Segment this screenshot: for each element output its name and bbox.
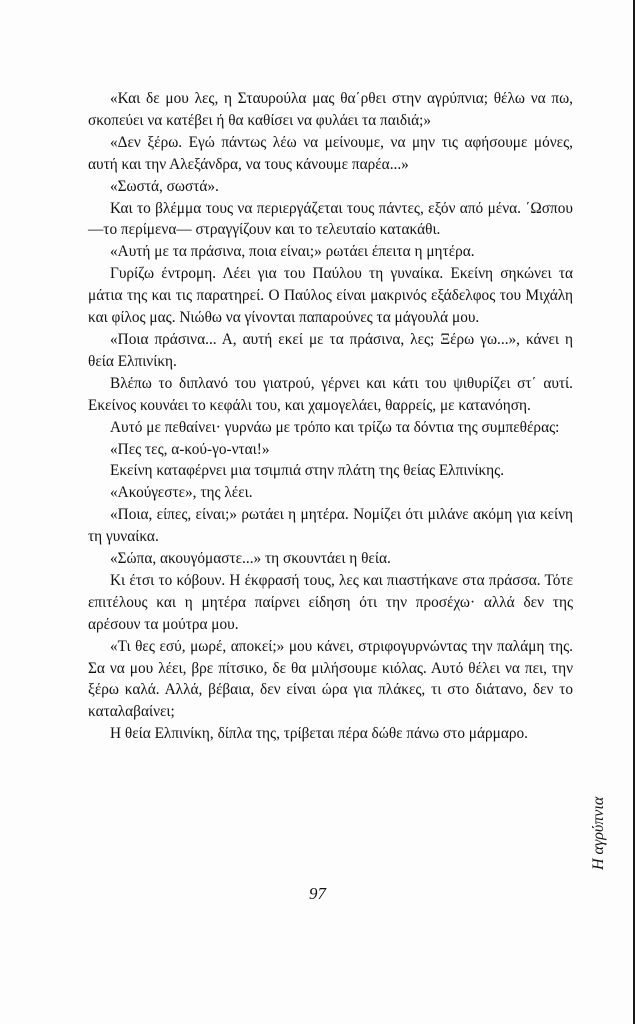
paragraph: Και το βλέμμα τους να περιεργάζεται τους πάντες, εξόν από μένα. ΄Ωσπου —το περίμενα— στραγγίζουν και το τελευταίο κατακάθι. xyxy=(88,199,573,239)
paragraph: «Και δε μου λες, η Σταυρούλα μας θα΄ρθει στην αγρύπνια; θέλω να πω, σκοπεύει να κατέβει ή θα καθίσει να φυλάει τα παιδιά;» xyxy=(88,90,573,129)
paragraph: «Ποια πράσινα... Α, αυτή εκεί με τα πράσινα, λες; Ξέρω γω...», κάνει η θεία Ελπινίκη. xyxy=(88,330,573,370)
running-title: Η αγρύπνια xyxy=(590,796,607,870)
paragraph: «Δεν ξέρω. Εγώ πάντως λέω να μείνουμε, να μην τις αφήσουμε μόνες, αυτή και την Αλεξάνδρα, να τους κάνουμε παρέα...» xyxy=(88,133,573,173)
paragraph: Γυρίζω έντρομη. Λέει για του Παύλου τη γυναίκα. Εκείνη σηκώνει τα μάτια της και τις παρατηρεί. Ο Παύλος είναι μακρινός εξάδελφος του Μιχάλη και φίλος μας. Νιώθω να γίνονται παπαρούνες τα μάγουλά μου. xyxy=(88,265,573,327)
paragraph: «Σώπα, ακουγόμαστε...» τη σκουντάει η θεία. xyxy=(110,550,391,568)
paragraph: «Σωστά, σωστά». xyxy=(110,177,219,195)
body-text xyxy=(88,88,573,745)
paragraph: Η θεία Ελπινίκη, δίπλα της, τρίβεται πέρα δώθε πάνω στο μάρμαρο. xyxy=(110,725,528,743)
paragraph: «Ακούγεστε», της λέει. xyxy=(110,484,253,502)
paragraph: Κι έτσι το κόβουν. Η έκφρασή τους, λες και πιαστήκανε στα πράσσα. Τότε επιτέλους και η μητέρα παίρνει είδηση ότι την προσέχω· αλλά δεν της αρέσουν τα μούτρα μου. xyxy=(88,571,573,633)
paragraph: «Τι θες εσύ, μωρέ, αποκεί;» μου κάνει, στριφογυρνώντας την παλάμη της. Σα να μου λέει, βρε πίτσικο, δε θα μιλήσουμε κιόλας. Αυτό θέλει να πει, την ξέρω καλά. Αλλά, βέβαια, δεν είναι ώρα για πλάκες, τι στο διάτανο, δεν το καταλαβαίνει; xyxy=(88,637,573,721)
page-number: 97 xyxy=(309,884,326,903)
paragraph: Αυτό με πεθαίνει· γυρνάω με τρόπο και τρίζω τα δόντια της συμπεθέρας: xyxy=(110,418,560,436)
paragraph: Βλέπω το διπλανό του γιατρού, γέρνει και κάτι του ψιθυρίζει στ΄ αυτί. Εκείνος κουνάει το κεφάλι του, και χαμογελάει, θαρρείς, με κατανόηση. xyxy=(88,374,573,414)
paragraph: «Αυτή με τα πράσινα, ποια είναι;» ρωτάει έπειτα η μητέρα. xyxy=(110,243,475,261)
paragraph: Εκείνη καταφέρνει μια τσιμπιά στην πλάτη της θείας Ελπινίκης. xyxy=(110,462,505,480)
paragraph: «Ποια, είπες, είναι;» ρωτάει η μητέρα. Νομίζει ότι μιλάνε ακόμη για κείνη τη γυναίκα. xyxy=(88,506,573,546)
paragraph: «Πες τες, α-κού-γο-νται!» xyxy=(110,440,270,458)
